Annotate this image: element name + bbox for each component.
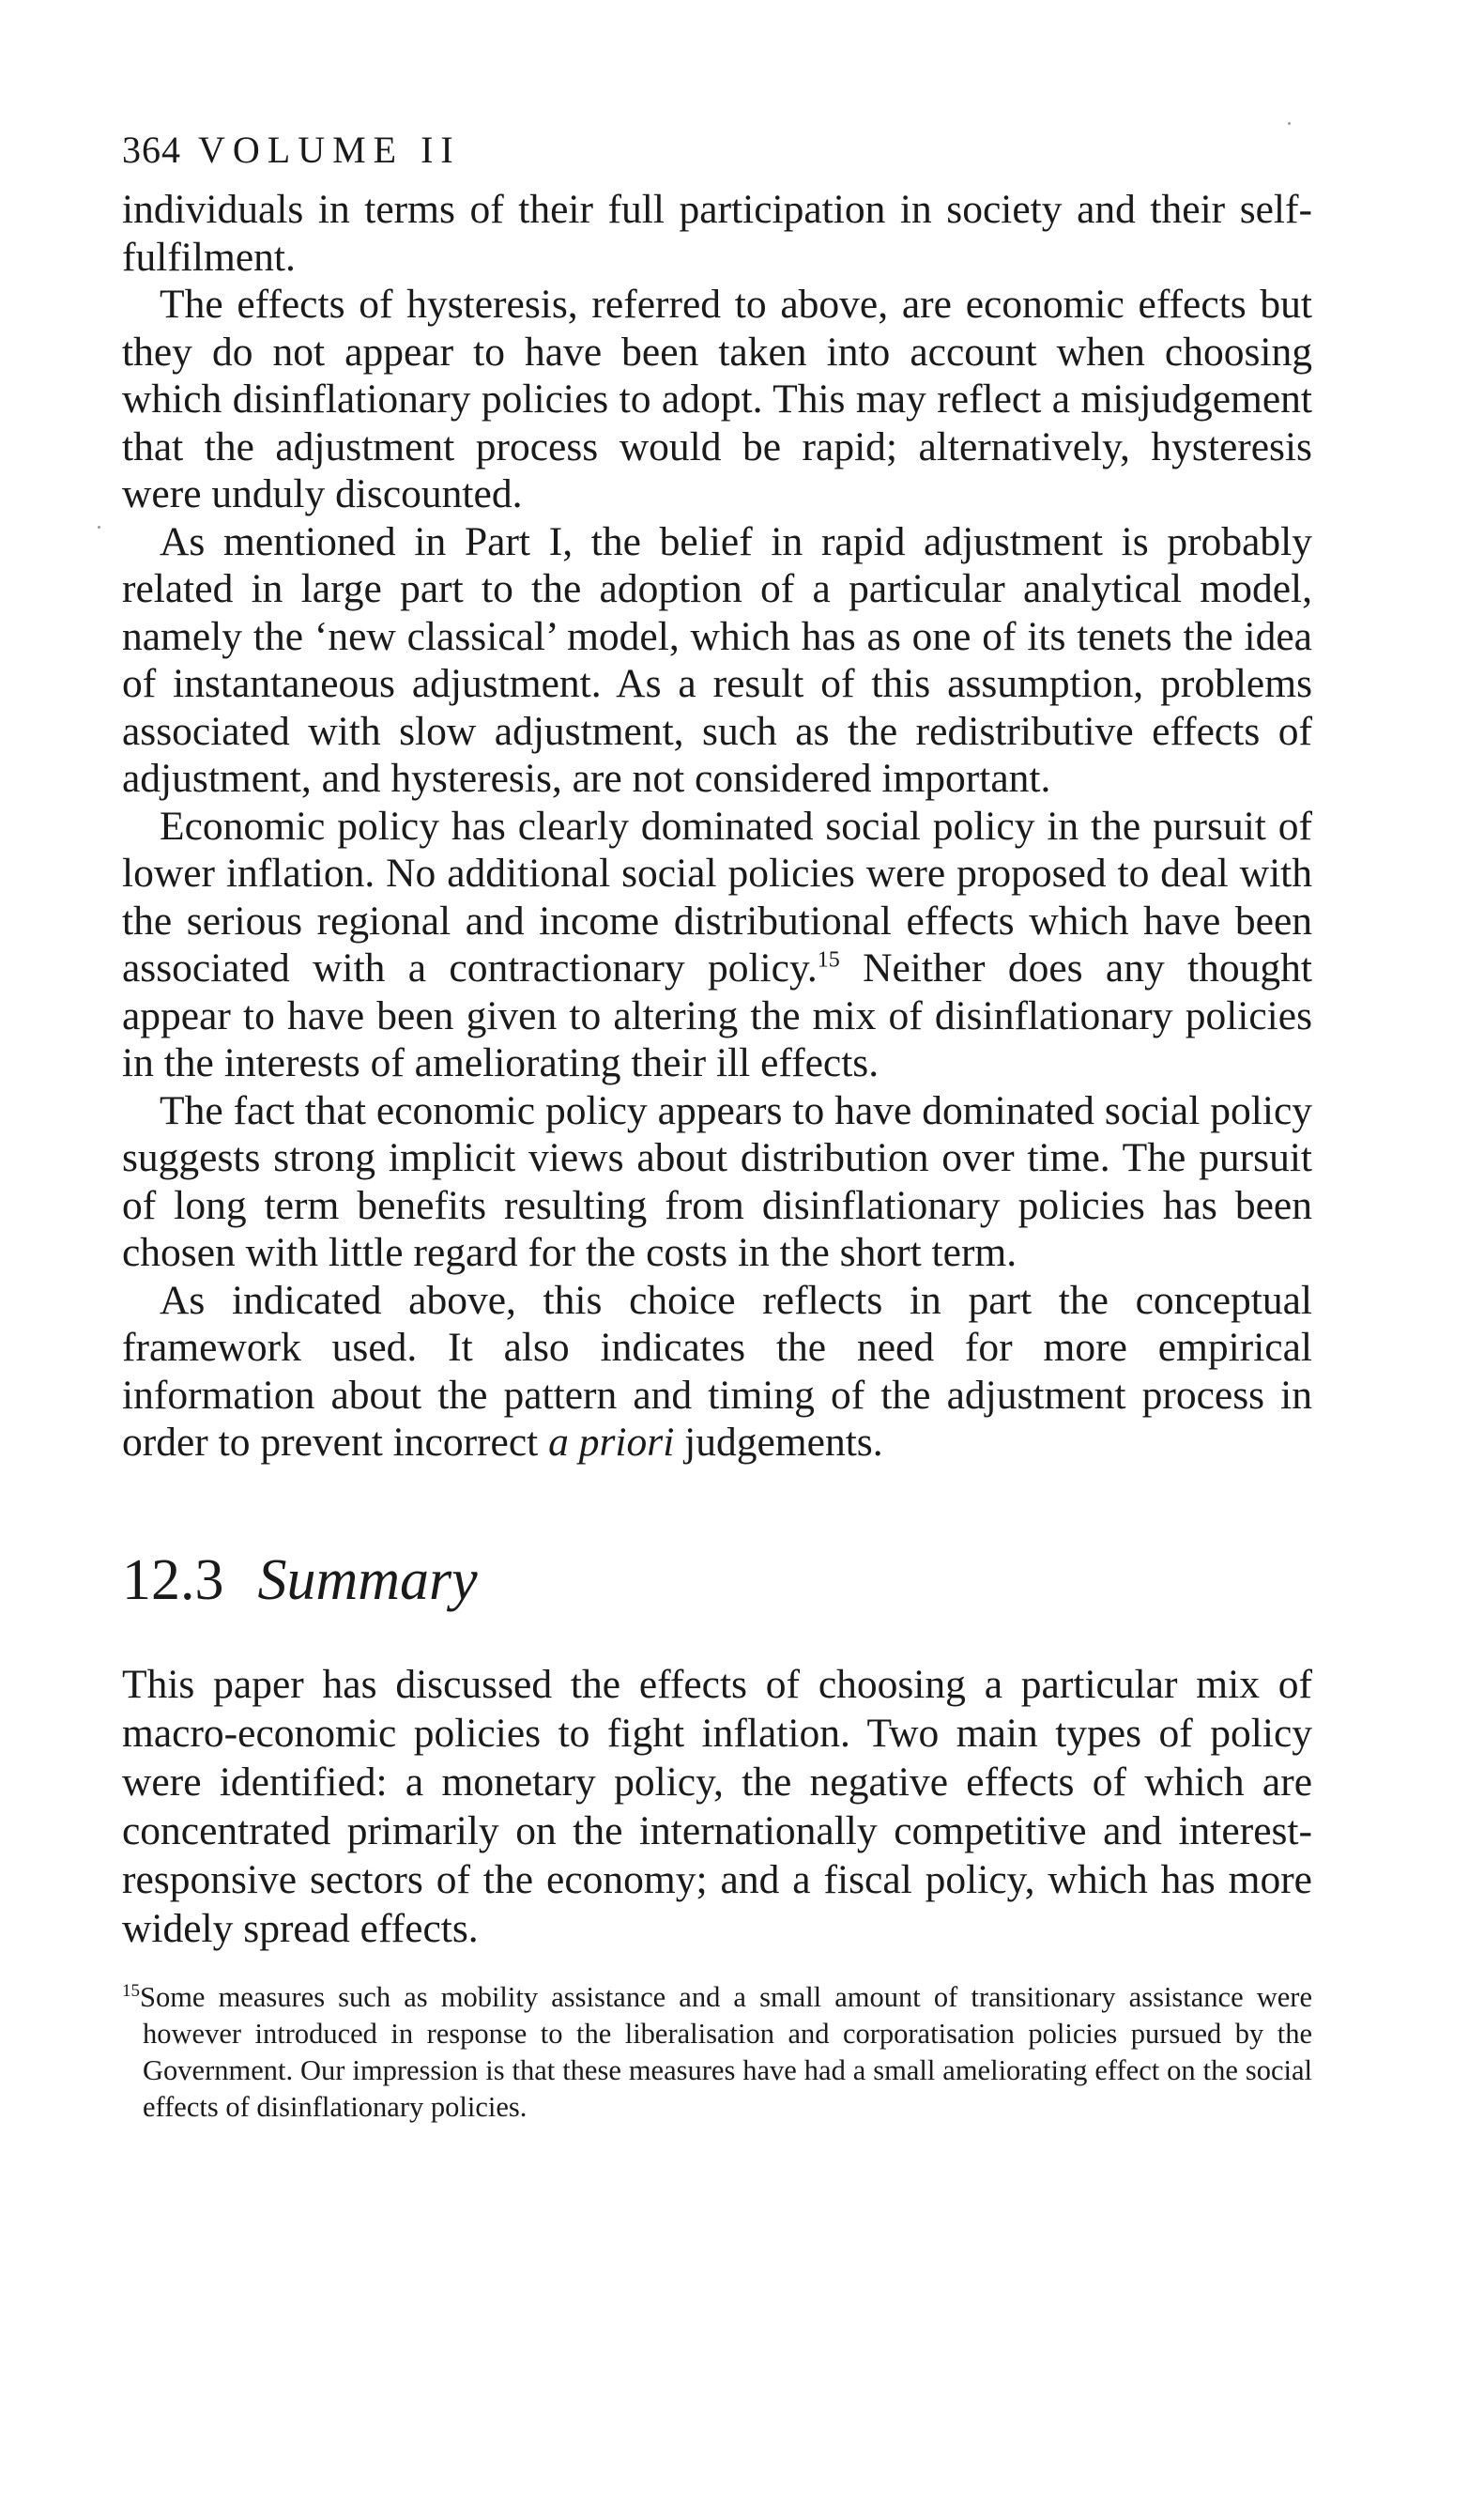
summary-text	[122, 1660, 1312, 1953]
section-heading	[122, 1547, 1312, 1613]
paragraph-economic-policy-text-continued: Neither does any thought appear to have been given to altering the mix of disinflationary policies in the interests of ameliorating their ill effects.	[122, 945, 1313, 1085]
document-page	[122, 122, 1312, 2126]
page-number: 364	[122, 129, 181, 171]
paragraph-rapid-adjustment: As mentioned in Part I, the belief in rapid adjustment is probably related in large part to the adoption of a particular analytical model, namely the ‘new classical’ model, which has as one of its tenets the idea of instantaneous adjustment. As a result of this assumption, problems associated with slow adjustment, such as the redistributive effects of adjustment, and hysteresis, are not considered important.	[122, 518, 1312, 801]
margin-speck	[1288, 122, 1291, 125]
footnote	[122, 1979, 1312, 2126]
footnote-text: Some measures such as mobility assistance and a small amount of transitionary assistance were however introduced in response to the liberalisation and corporatisation policies pursued by the Government. Our impression is that these measures have had a small ameliorating effect on the social effects of disinflationary policies.	[140, 1980, 1312, 2123]
body-text	[122, 186, 1312, 1467]
volume-label: VOLUME II	[198, 129, 461, 171]
paragraph-economic-policy	[122, 803, 1312, 1087]
section-title: Summary	[257, 1547, 478, 1612]
paragraph-continuation: individuals in terms of their full participation in society and their self-fulfilment.	[122, 187, 1312, 280]
footnote-reference: 15	[817, 947, 840, 973]
paragraph-framework-text: As indicated above, this choice reflects in part the conceptual framework used. It also indicates the need for more empirical information about the pattern and timing of the adjustment process in order to prevent incorrect	[122, 1277, 1312, 1465]
margin-speck	[98, 526, 100, 529]
paragraph-economic-policy-text: Economic policy has clearly dominated social policy in the pursuit of lower inflation. No additional social policies were proposed to deal with the serious regional and income distributional effects which have been associated with a contractionary policy.	[122, 803, 1312, 991]
a-priori-italic: a priori	[548, 1420, 675, 1465]
section-number: 12.3	[122, 1547, 224, 1612]
running-head	[122, 122, 1312, 178]
summary-paragraph: This paper has discussed the effects of choosing a particular mix of macro-economic policies to fight inflation. Two main types of policy were identified: a monetary policy, the negative effects of which are concentrated primarily on the internationally competitive and interest-responsive sectors of the economy; and a fiscal policy, which has more widely spread effects.	[122, 1661, 1312, 1951]
paragraph-framework-text-end: judgements.	[674, 1420, 883, 1465]
footnote-number: 15	[122, 1980, 140, 2001]
paragraph-conceptual-framework	[122, 1277, 1312, 1467]
paragraph-distribution: The fact that economic policy appears to have dominated social policy suggests strong implicit views about distribution over time. The pursuit of long term benefits resulting from disinflationary policies has been chosen with little regard for the costs in the short term.	[122, 1087, 1312, 1275]
paragraph-hysteresis: The effects of hysteresis, referred to above, are economic effects but they do not appear to have been taken into account when choosing which disinflationary policies to adopt. This may reflect a misjudgement that the adjustment process would be rapid; alternatively, hysteresis were unduly discounted.	[122, 282, 1312, 516]
